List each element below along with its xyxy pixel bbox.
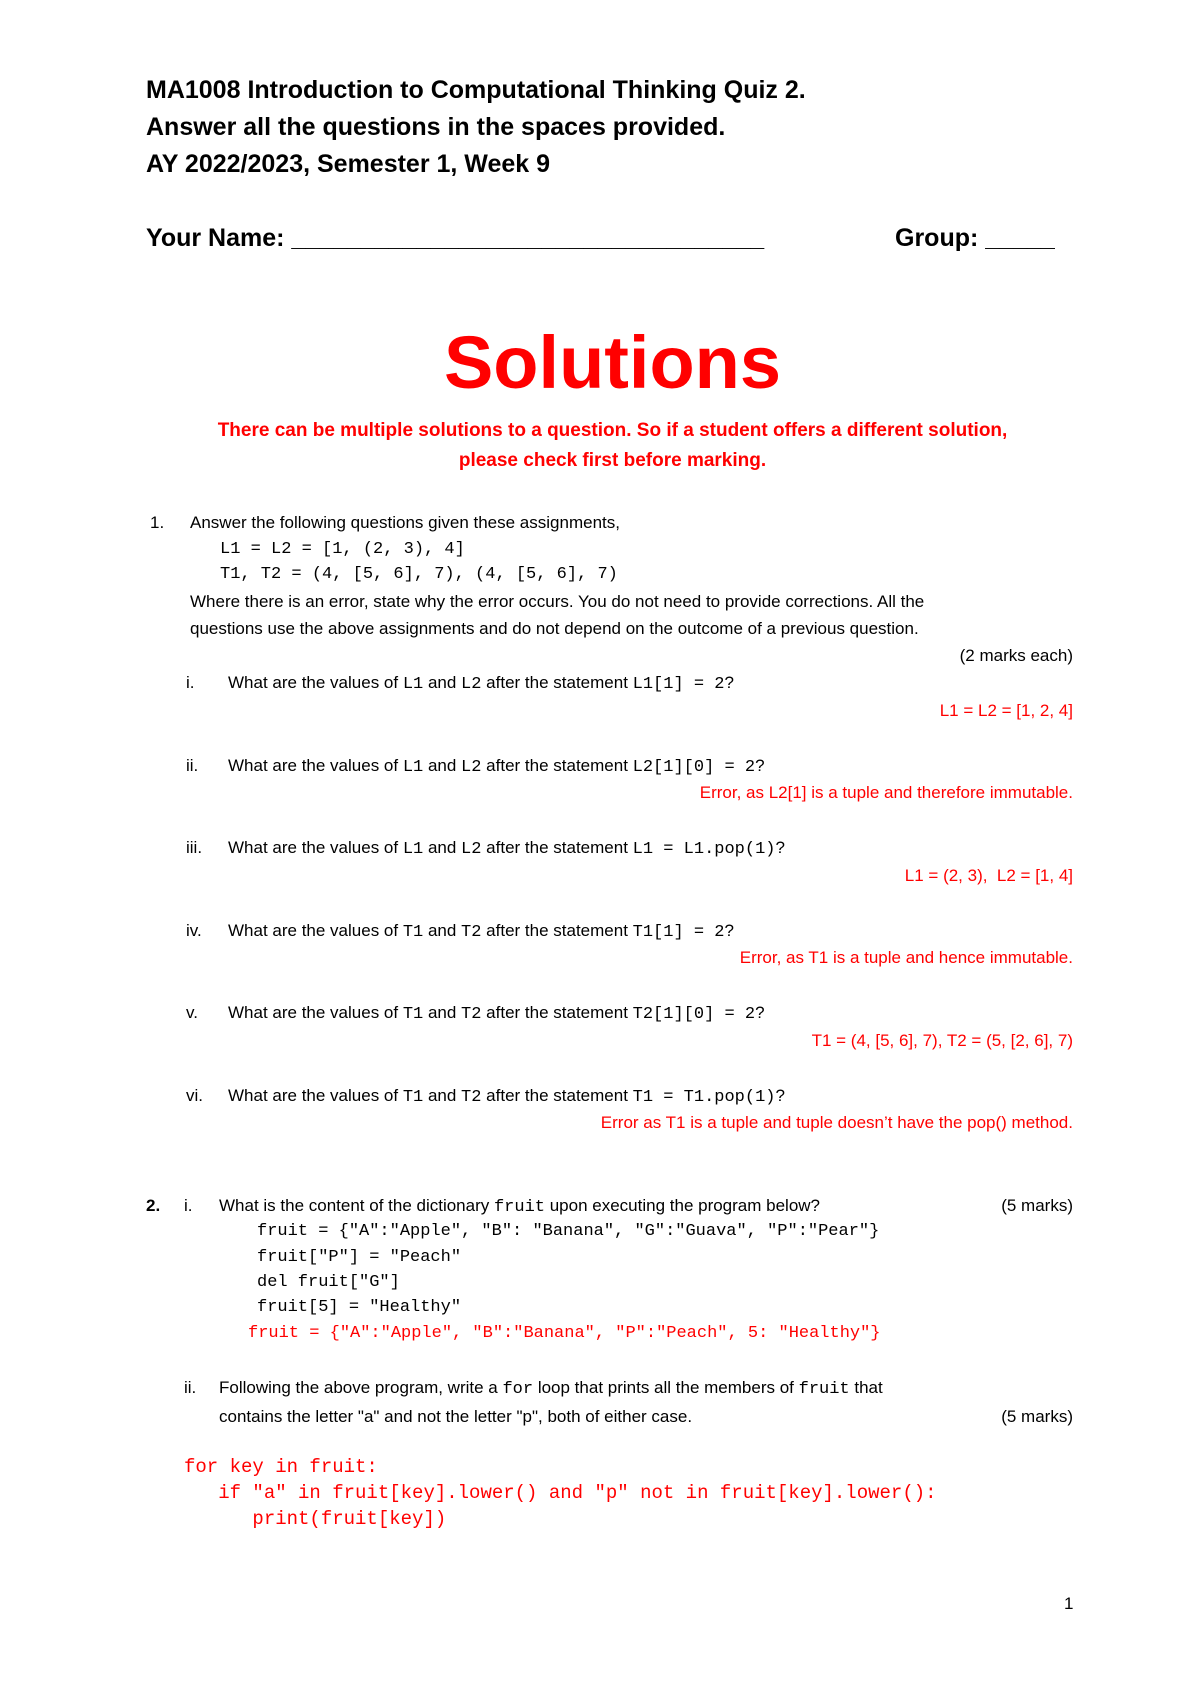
part-2ii-question-line1: Following the above program, write a for loop that prints all the members of fruit that — [219, 1378, 883, 1399]
header-course-title: MA1008 Introduction to Computational Thinking Quiz 2. — [146, 76, 806, 104]
solutions-title: Solutions — [443, 321, 782, 404]
header-semester: AY 2022/2023, Semester 1, Week 9 — [146, 150, 551, 178]
part-1vi-number: vi. — [186, 1086, 203, 1105]
part-2ii-question-line2: contains the letter "a" and not the letter "p", both of either case. — [219, 1407, 693, 1426]
part-2i-number: i. — [184, 1196, 193, 1215]
part-2ii-answer-line1: for key in fruit: — [184, 1456, 378, 1478]
page-number: 1 — [1064, 1594, 1074, 1613]
part-2i-question: What is the content of the dictionary fruit upon executing the program below? — [219, 1196, 821, 1217]
solutions-note-line2: please check first before marking. — [458, 450, 767, 471]
part-2i-code-line4: fruit[5] = "Healthy" — [257, 1298, 462, 1317]
solutions-note-line1: There can be multiple solutions to a question. So if a student offers a different solution, — [217, 420, 1008, 441]
question-2-number: 2. — [146, 1196, 161, 1215]
header-instructions: Answer all the questions in the spaces provided. — [146, 113, 726, 141]
part-1ii-question: What are the values of L1 and L2 after the statement L2[1][0] = 2? — [228, 756, 765, 777]
part-1vi-answer: Error as T1 is a tuple and tuple doesn’t have the pop() method. — [600, 1113, 1073, 1132]
part-2i-code-line1: fruit = {"A":"Apple", "B": "Banana", "G":"Guava", "P":"Pear"} — [257, 1222, 880, 1241]
question-1-number: 1. — [150, 513, 165, 532]
part-1v-number: v. — [186, 1003, 198, 1022]
part-1ii-number: ii. — [186, 756, 199, 775]
part-1v-question: What are the values of T1 and T2 after the statement T2[1][0] = 2? — [228, 1003, 765, 1024]
part-1i-number: i. — [186, 673, 195, 692]
part-2ii-answer-line3: print(fruit[key]) — [184, 1508, 447, 1530]
question-1-instruction-line1: Where there is an error, state why the error occurs. You do not need to provide corrections. All the — [190, 592, 925, 611]
part-1i-question: What are the values of L1 and L2 after the statement L1[1] = 2? — [228, 673, 734, 694]
part-2i-answer: fruit = {"A":"Apple", "B":"Banana", "P":"Peach", 5: "Healthy"} — [248, 1324, 881, 1343]
question-1-instruction-line2: questions use the above assignments and do not depend on the outcome of a previous question. — [190, 619, 919, 638]
question-1-code-line1: L1 = L2 = [1, (2, 3), 4] — [220, 540, 465, 559]
part-2i-code-line3: del fruit["G"] — [257, 1273, 400, 1292]
part-1iv-number: iv. — [186, 921, 202, 940]
name-field-label: Your Name: __________________________________ — [146, 224, 765, 252]
part-2ii-number: ii. — [184, 1378, 197, 1397]
part-2i-code-line2: fruit["P"] = "Peach" — [257, 1248, 462, 1267]
part-1iv-answer: Error, as T1 is a tuple and hence immutable. — [739, 948, 1073, 967]
part-1iv-question: What are the values of T1 and T2 after the statement T1[1] = 2? — [228, 921, 734, 942]
group-field-label: Group: _____ — [895, 224, 1055, 252]
part-1vi-question: What are the values of T1 and T2 after the statement T1 = T1.pop(1)? — [228, 1086, 785, 1107]
question-1-code-line2: T1, T2 = (4, [5, 6], 7), (4, [5, 6], 7) — [220, 565, 618, 584]
part-2i-marks: (5 marks) — [1001, 1196, 1073, 1215]
question-1-marks: (2 marks each) — [959, 646, 1073, 665]
question-1-intro: Answer the following questions given these assignments, — [190, 513, 620, 532]
part-1iii-number: iii. — [186, 838, 203, 857]
part-1ii-answer: Error, as L2[1] is a tuple and therefore immutable. — [699, 783, 1073, 802]
part-2ii-answer-line2: if "a" in fruit[key].lower() and "p" not in fruit[key].lower(): — [184, 1482, 937, 1504]
part-1iii-question: What are the values of L1 and L2 after the statement L1 = L1.pop(1)? — [228, 838, 785, 859]
part-1v-answer: T1 = (4, [5, 6], 7), T2 = (5, [2, 6], 7) — [811, 1031, 1073, 1050]
part-2ii-marks: (5 marks) — [1001, 1407, 1073, 1426]
part-1iii-answer: L1 = (2, 3), L2 = [1, 4] — [904, 866, 1073, 885]
part-1i-answer: L1 = L2 = [1, 2, 4] — [939, 701, 1073, 720]
